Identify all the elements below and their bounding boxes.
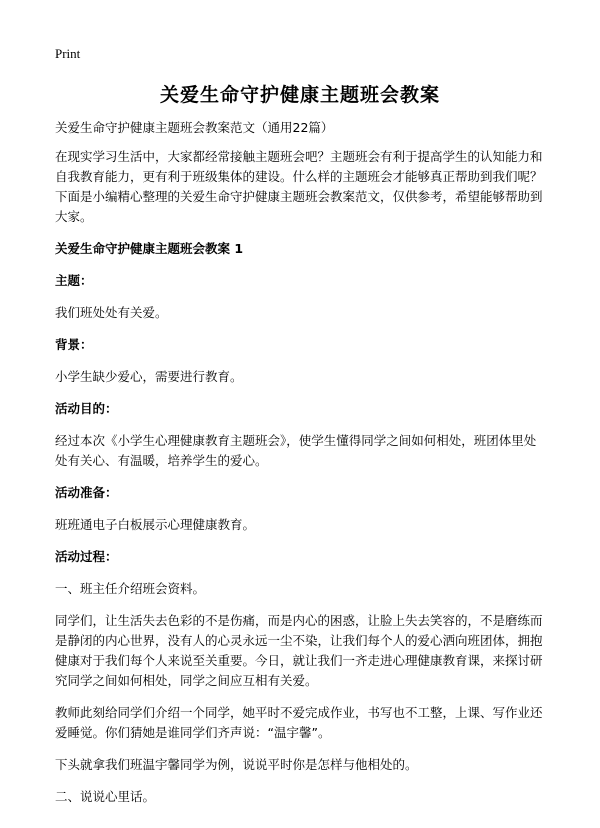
page-title: 关爱生命守护健康主题班会教案 [159, 84, 440, 106]
body-paragraph: 下头就拿我们班温宇馨同学为例，说说平时你是怎样与他相处的。 [55, 757, 418, 772]
prep-text: 班班通电子白板展示心理健康教育。 [55, 517, 256, 532]
prep-label: 活动准备： [55, 485, 118, 500]
theme-text: 我们班处处有关爱。 [55, 305, 168, 320]
theme-label: 主题： [55, 273, 93, 288]
purpose-text: 经过本次《小学生心理健康教育主题班会》，使学生懂得同学之间如何相处，班团体里处处有关心、有温暖，培养学生的爱心。 [55, 433, 537, 468]
body-paragraph: 教师此刻给同学们介绍一个同学，她平时不爱完成作业，书写也不工整，上课、写作业还爱睡觉。你们猜她是谁同学们齐声说：“温宇馨”。 [55, 705, 543, 740]
document-subtitle: 关爱生命守护健康主题班会教案范文（通用22篇） [55, 120, 334, 135]
intro-paragraph: 在现实学习生活中，大家都经常接触主题班会吧？主题班会有利于提高学生的认知能力和自我教育能力，更有利于班级集体的建设。什么样的主题班会才能够真正帮助到我们呢？下面是小编精心整理的关爱生命守护健康主题班会教案范文，仅供参考，希望能够帮助到大家。 [55, 149, 543, 224]
step-one: 一、班主任介绍班会资料。 [55, 581, 206, 596]
background-text: 小学生缺少爱心，需要进行教育。 [55, 369, 243, 384]
section-heading: 关爱生命守护健康主题班会教案 1 [55, 241, 244, 256]
background-label: 背景： [55, 337, 93, 352]
process-label: 活动过程： [55, 549, 118, 564]
document-body [55, 118, 547, 819]
print-link[interactable]: Print [55, 46, 81, 61]
body-paragraph: 同学们，让生活失去色彩的不是伤痛，而是内心的困惑，让脸上失去笑容的，不是磨练而是静闭的内心世界，没有人的心灵永远一尘不染，让我们每个人的爱心洒向班团体，拥抱健康对于我们每个人来说至关重要。今日，就让我们一齐走进心理健康教育课，来探讨研究同学之间如何相处，同学之间应互相有关爱。 [55, 613, 543, 688]
step-two: 二、说说心里话。 [55, 789, 156, 804]
purpose-label: 活动目的： [55, 401, 118, 416]
